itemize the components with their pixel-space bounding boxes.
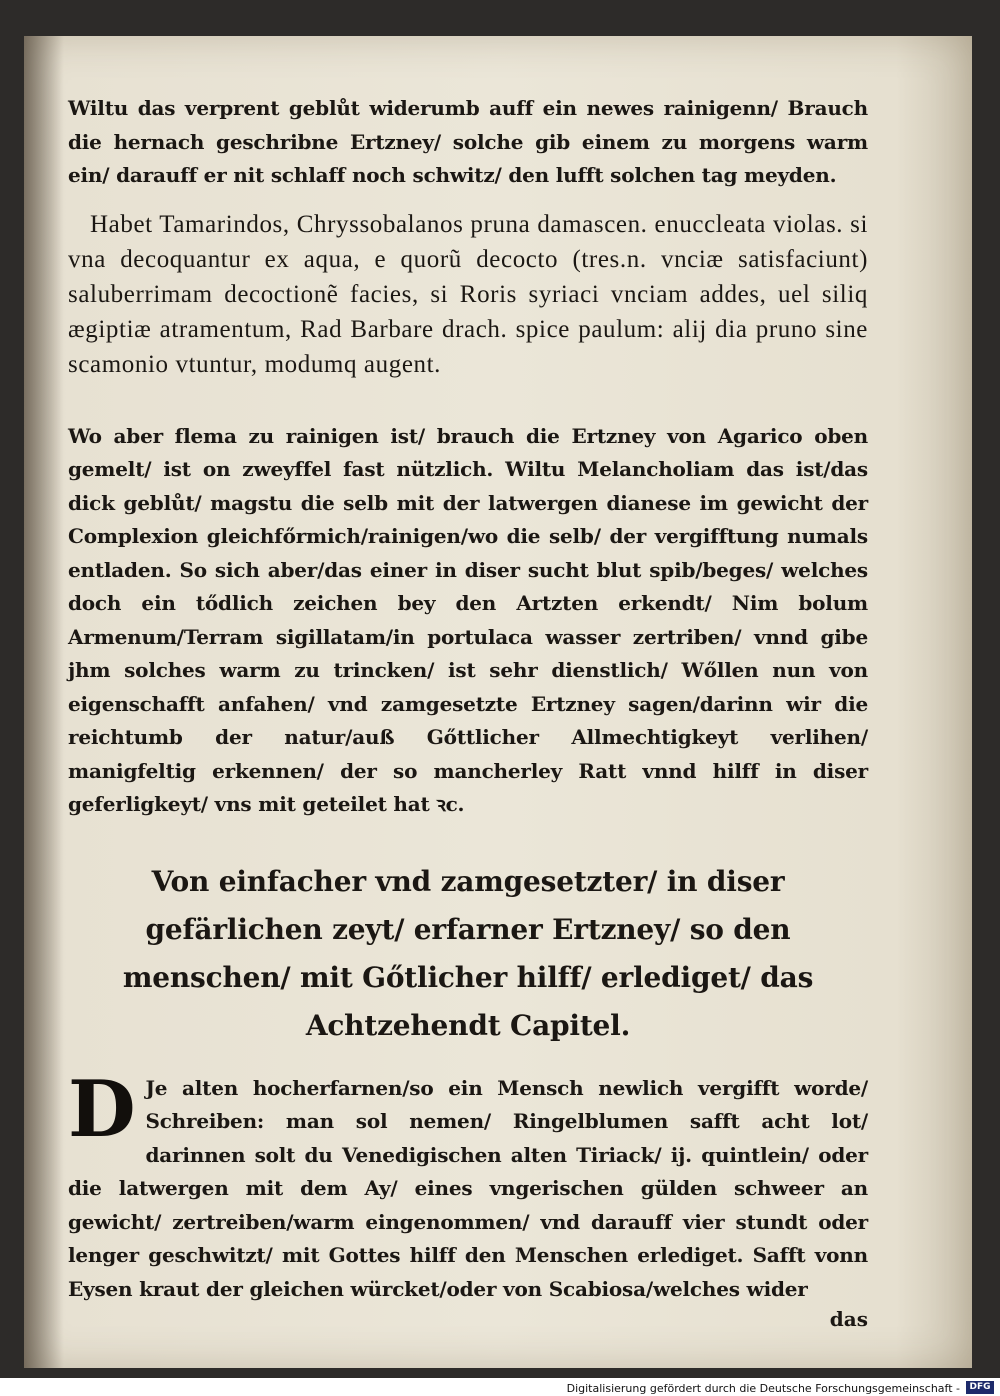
catchword: das — [829, 1307, 868, 1331]
paragraph-german-2: Wo aber flema zu rainigen ist/ brauch die Ertzney von Agarico oben gemelt/ ist on zweyffel fast nützlich. Wiltu Melancholiam das ist/das dick geblůt/ magstu die selb mit der latwergen dianese im gewicht der Complexion gleichfőrmich/rainigen/wo die selb/ der vergifftung numals entladen. So sich aber/das einer in diser sucht blut spib/beges/ welches doch ein tődlich zeichen bey den Artzten erkendt/ Nim bolum Armenum/Terram sigillatam/in portulaca wasser zertriben/ vnnd gibe jhm solches warm zu trincken/ ist sehr dienstlich/ Wőllen nun von eigenschafft anfahen/ vnd zamgesetzte Ertzney sagen/darinn wir die reichtumb der natur/auß Gőttlicher Allmechtigkeyt verlihen/ manigfeltig erkennen/ der so mancherley Ratt vnnd hilff in diser geferligkeyt/ vns mit geteilet hat ꝛc. — [68, 423, 868, 816]
chapter-heading: Von einfacher vnd zamgesetzter/ in diser gefärlichen zeyt/ erfarner Ertzney/ so den menschen/ mit Gőtlicher hilff/ erlediget/ das Achtzehendt Capitel. — [122, 864, 814, 1042]
footer-bar — [0, 1378, 1000, 1396]
dfg-logo: DFG — [966, 1381, 994, 1394]
page-content — [68, 92, 868, 1331]
book-page — [24, 36, 972, 1368]
footer-credit: Digitalisierung gefördert durch die Deutsche Forschungsgemeinschaft - — [566, 1382, 960, 1395]
gutter-shadow — [24, 36, 64, 1368]
paragraph-german-3 — [68, 1063, 868, 1307]
paragraph-german-1: Wiltu das verprent geblůt widerumb auff ein newes rainigenn/ Brauch die hernach geschribne Ertzney/ solche gib einem zu morgens warm ein/ darauff er nit schlaff noch schwitz/ den lufft solchen tag meyden. — [68, 96, 868, 187]
drop-cap-initial: D — [68, 1063, 136, 1155]
paragraph-latin: Habet Tamarindos, Chryssobalanos pruna damascen. enuccleata violas. si vna decoquantur ex aqua, e quorũ decocto (tres.n. vnciæ satisfaciunt) saluberrimam decoctionẽ facies, si Roris syriaci vnciam addes, uel siliq ægiptiæ atramentum, Rad Barbare drach. spice paulum: alij dia pruno sine scamonio vtuntur, modumq augent. — [68, 210, 868, 378]
paragraph-german-3-text: Je alten hocherfarnen/so ein Mensch newlich vergifft worde/ Schreiben: man sol nemen/ Ringelblumen safft acht lot/ darinnen solt du Venedigischen alten Tiriack/ ij. quintlein/ oder die latwergen mit dem Ay/ eines vngerischen gülden schweer an gewicht/ zertreiben/warm eingenommen/ vnd darauff vier stundt oder lenger geschwitzt/ mit Gottes hilff den Menschen erlediget. Safft vonn Eysen kraut der gleichen würcket/oder von Scabiosa/welches wider — [68, 1075, 868, 1301]
